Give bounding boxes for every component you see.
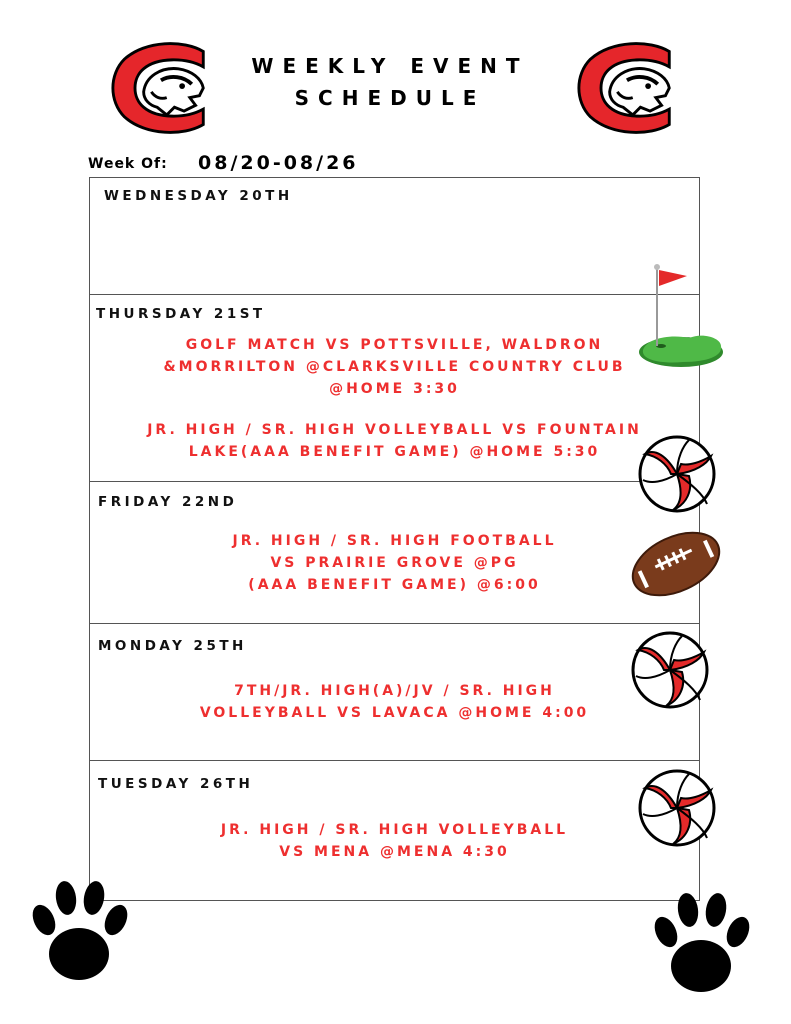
day-friday-label: FRIDAY 22ND (98, 494, 238, 510)
row-divider (90, 481, 699, 482)
football-icon (628, 525, 724, 603)
title-line-1: WEEKLY EVENT (251, 54, 529, 78)
golf-flag-icon (637, 262, 729, 374)
page-title (200, 50, 580, 114)
day-monday-label: MONDAY 25TH (98, 638, 247, 654)
day-thursday-label: THURSDAY 21ST (96, 306, 266, 322)
title-line-2: SCHEDULE (294, 86, 486, 110)
event-volleyball-mena: JR. HIGH / SR. HIGH VOLLEYBALL VS MENA @MENA 4:30 (220, 822, 569, 860)
volleyball-icon (637, 434, 717, 514)
row-divider (90, 623, 699, 624)
volleyball-icon (637, 768, 717, 848)
event-volleyball-fountain-lake: JR. HIGH / SR. HIGH VOLLEYBALL VS FOUNTAIN LAKE(AAA BENEFIT GAME) @HOME 5:30 (147, 422, 642, 460)
volleyball-icon (630, 630, 710, 710)
day-tuesday-label: TUESDAY 26TH (98, 776, 254, 792)
event-football-prairie-grove: JR. HIGH / SR. HIGH FOOTBALL VS PRAIRIE GROVE @PG (AAA BENEFIT GAME) @6:00 (232, 533, 557, 593)
paw-print-icon-left (24, 876, 136, 986)
event-volleyball-lavaca: 7TH/JR. HIGH(A)/JV / SR. HIGH VOLLEYBALL VS LAVACA @HOME 4:00 (199, 683, 590, 721)
row-divider (90, 760, 699, 761)
paw-print-icon-right (646, 888, 758, 998)
event-golf-match: GOLF MATCH VS POTTSVILLE, WALDRON &MORRILTON @CLARKSVILLE COUNTRY CLUB @HOME 3:30 (163, 337, 626, 397)
week-value: 08/20-08/26 (198, 152, 359, 174)
cougar-logo-right (570, 38, 682, 138)
schedule-table (89, 177, 700, 901)
week-label: Week Of: (88, 156, 168, 172)
row-divider (90, 294, 699, 295)
day-wednesday-label: WEDNESDAY 20TH (104, 188, 293, 204)
